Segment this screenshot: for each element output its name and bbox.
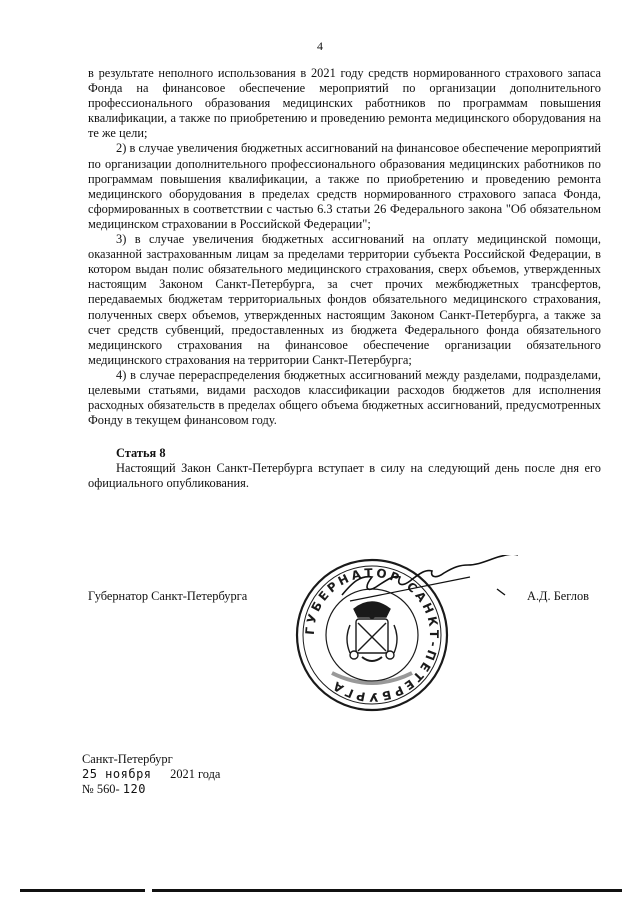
- page-number: 4: [317, 39, 323, 53]
- footer-rule-right: [152, 889, 622, 892]
- coat-of-arms-icon: [347, 602, 397, 661]
- handwritten-signature: [322, 555, 532, 610]
- article-heading: Статья 8: [116, 446, 166, 461]
- law-number-value: 120: [122, 782, 146, 796]
- paragraph-item-2: 2) в случае увеличения бюджетных ассигнований на финансовое обеспечение мероприятий по организации дополнительного профессионального образования медицинских работников по программам повышения квалификации, а также по приобретению и проведению ремонта медицинского оборудования в пределах средств нормированного страхового запаса Фонда, сформированных в соответствии с частью 6.3 статьи 26 Федерального закона "Об обязательном медицинском страховании в Российской Федерации";: [88, 141, 601, 231]
- seal-text: ГУБЕРНАТОР САНКТ-ПЕТЕРБУРГА: [302, 565, 442, 705]
- place-of-signing: Санкт-Петербург: [82, 752, 173, 766]
- article-text: Настоящий Закон Санкт-Петербурга вступает в силу на следующий день после дня его официального опубликования.: [88, 461, 601, 491]
- document-body: [88, 66, 601, 492]
- paragraph-item-3: 3) в случае увеличения бюджетных ассигнований на оплату медицинской помощи, оказанной застрахованным лицам за пределами территории субъекта Российской Федерации, в котором выдан полис обязательного медицинского страхования, сверх объемов, утвержденных настоящим Законом Санкт-Петербурга, за счет прочих межбюджетных трансфертов, передаваемых бюджетам территориальных фондов обязательного медицинского страхования, полученных сверх объемов, утвержденных настоящим Законом Санкт-Петербурга, а также за счет средств субвенций, предоставленных из бюджета Федерального фонда обязательного медицинского страхования на финансовое обеспечение организации обязательного медицинского страхования на территории Санкт-Петербурга;: [88, 232, 601, 367]
- governor-name: А.Д. Беглов: [527, 589, 589, 603]
- law-number-prefix: № 560-: [82, 782, 120, 796]
- signing-date-year: 2021 года: [170, 767, 221, 781]
- paragraph-continuation: в результате неполного использования в 2021 году средств нормированного страхового запаса Фонда на финансовое обеспечение мероприятий по организации дополнительного профессионального образования медицинских работников по программам повышения квалификации, а также по приобретению и проведению ремонта медицинского оборудования на те же цели;: [88, 66, 601, 141]
- law-number: [82, 782, 146, 797]
- signing-date-day: 25 ноября: [82, 767, 152, 781]
- signing-date: [82, 767, 220, 782]
- footer-rule-left: [20, 889, 145, 892]
- paragraph-item-4: 4) в случае перераспределения бюджетных ассигнований между разделами, подразделами, целевыми статьями, видами расходов классификации расходов бюджетов для исполнения расходных обязательств в пределах общего объема бюджетных ассигнований, предусмотренных Фонду в текущем финансовом году.: [88, 367, 601, 428]
- governor-title: Губернатор Санкт-Петербурга: [88, 589, 248, 603]
